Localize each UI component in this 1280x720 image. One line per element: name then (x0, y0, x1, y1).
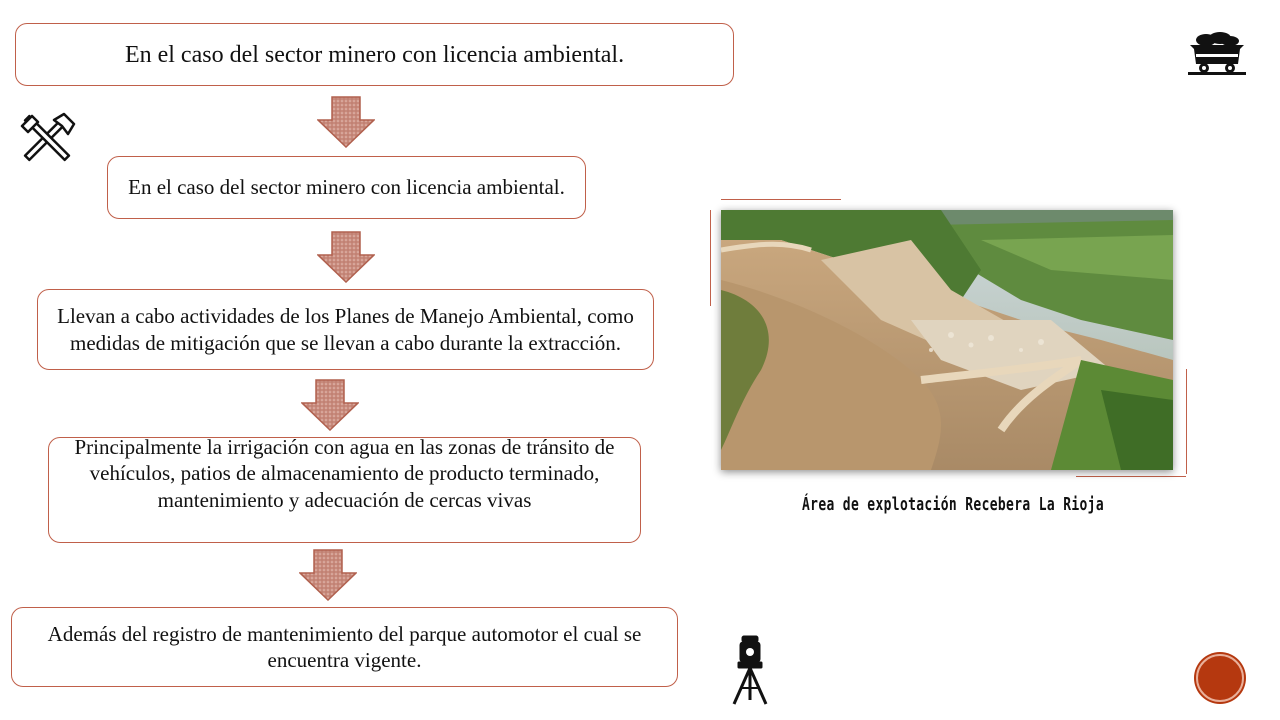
flow-step-2 (107, 156, 586, 219)
quarry-illustration (721, 210, 1173, 470)
frame-line-bottom (1076, 476, 1186, 477)
frame-line-left (710, 210, 711, 306)
flow-step-1 (15, 23, 734, 86)
quarry-photo (721, 210, 1173, 470)
flow-step-5-text: Además del registro de mantenimiento del parque automotor el cual se encuentra vigente. (47, 621, 642, 672)
flow-step-3 (37, 289, 654, 370)
flow-step-3-text: Llevan a cabo actividades de los Planes de Manejo Ambiental, como medidas de mitigación que se llevan a cabo durante la extracción. (57, 304, 634, 355)
frame-line-top (721, 199, 841, 200)
down-arrow-icon (301, 379, 359, 431)
mine-cart-icon (1186, 30, 1248, 78)
down-arrow-icon (299, 549, 357, 601)
flow-step-4-text: Principalmente la irrigación con agua en las zonas de tránsito de vehículos, patios de almacenamiento de producto terminado, mantenimiento y adecuación de cercas vivas (74, 435, 615, 512)
hammers-icon (18, 112, 78, 166)
down-arrow-icon (317, 231, 375, 283)
down-arrow-icon (317, 96, 375, 148)
frame-line-right (1186, 369, 1187, 474)
next-slide-button[interactable] (1196, 654, 1244, 702)
flow-step-2-text: En el caso del sector minero con licencia ambiental. (128, 175, 565, 200)
photo-caption: Área de explotación Recebera La Rioja (801, 494, 1105, 515)
flow-step-4 (48, 437, 641, 543)
flow-step-1-text: En el caso del sector minero con licencia ambiental. (124, 41, 625, 68)
surveying-tripod-icon (728, 634, 772, 706)
flow-step-5 (11, 607, 678, 687)
